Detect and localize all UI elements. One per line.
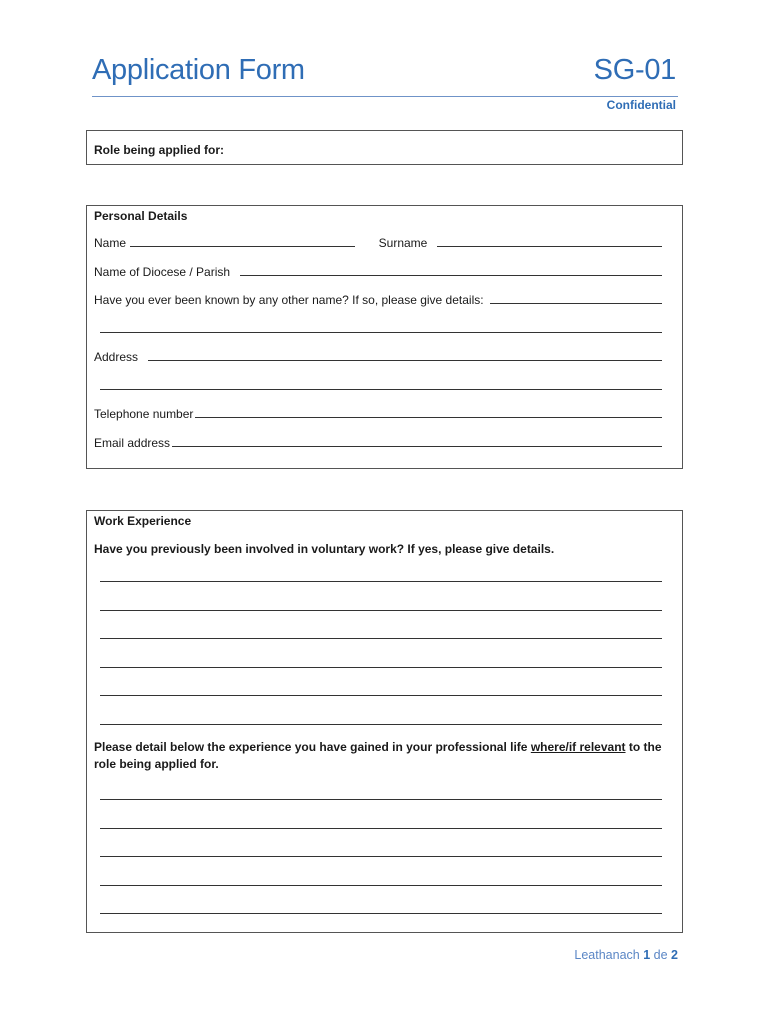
professional-line-1[interactable] — [100, 787, 662, 803]
address-label: Address — [94, 350, 139, 364]
email-label: Email address — [94, 436, 171, 450]
telephone-field[interactable] — [195, 417, 662, 418]
address-row — [94, 348, 662, 364]
footer-total: 2 — [671, 948, 678, 962]
voluntary-line-1[interactable] — [100, 569, 662, 585]
other-name-continued[interactable] — [100, 320, 662, 336]
form-code: SG-01 — [593, 54, 676, 86]
footer-of: de — [653, 948, 668, 962]
voluntary-line-3[interactable] — [100, 626, 662, 642]
voluntary-line-4[interactable] — [100, 655, 662, 671]
question2-end: to the role being applied for. — [94, 740, 662, 771]
name-surname-row — [94, 234, 662, 250]
diocese-field[interactable] — [240, 275, 662, 276]
surname-field[interactable] — [437, 246, 662, 247]
work-experience-section — [86, 510, 683, 933]
personal-details-heading: Personal Details — [94, 209, 188, 223]
personal-details-section — [86, 205, 683, 469]
address-continued[interactable] — [100, 377, 662, 393]
professional-line-2[interactable] — [100, 816, 662, 832]
telephone-row — [94, 405, 662, 421]
voluntary-line-6[interactable] — [100, 712, 662, 728]
other-name-label: Have you ever been known by any other name? If so, please give details: — [94, 293, 484, 307]
title-divider — [92, 96, 678, 97]
other-name-field[interactable] — [490, 303, 662, 304]
diocese-label: Name of Diocese / Parish — [94, 265, 231, 279]
professional-line-4[interactable] — [100, 873, 662, 889]
address-field[interactable] — [148, 360, 662, 361]
role-label: Role being applied for: — [94, 143, 225, 157]
footer-prefix: Leathanach — [574, 948, 640, 962]
form-title: Application Form — [92, 54, 305, 86]
role-section — [86, 130, 683, 165]
name-field[interactable] — [130, 246, 355, 247]
work-experience-heading: Work Experience — [94, 514, 192, 528]
professional-experience-question — [94, 739, 662, 773]
voluntary-work-question: Have you previously been involved in voluntary work? If yes, please give details. — [94, 542, 555, 556]
email-field[interactable] — [172, 446, 662, 447]
email-row — [94, 434, 662, 450]
confidential-label: Confidential — [606, 98, 676, 112]
professional-line-3[interactable] — [100, 844, 662, 860]
surname-label: Surname — [378, 236, 428, 250]
voluntary-line-2[interactable] — [100, 598, 662, 614]
professional-line-5[interactable] — [100, 901, 662, 917]
question2-underlined: where/if relevant — [530, 740, 626, 754]
voluntary-line-5[interactable] — [100, 683, 662, 699]
other-name-row — [94, 291, 662, 307]
question2-start: Please detail below the experience you have gained in your professional life — [94, 740, 531, 754]
page-footer — [574, 948, 678, 962]
telephone-label: Telephone number — [94, 407, 194, 421]
diocese-row — [94, 263, 662, 279]
footer-page: 1 — [643, 948, 651, 962]
name-label: Name — [94, 236, 127, 250]
